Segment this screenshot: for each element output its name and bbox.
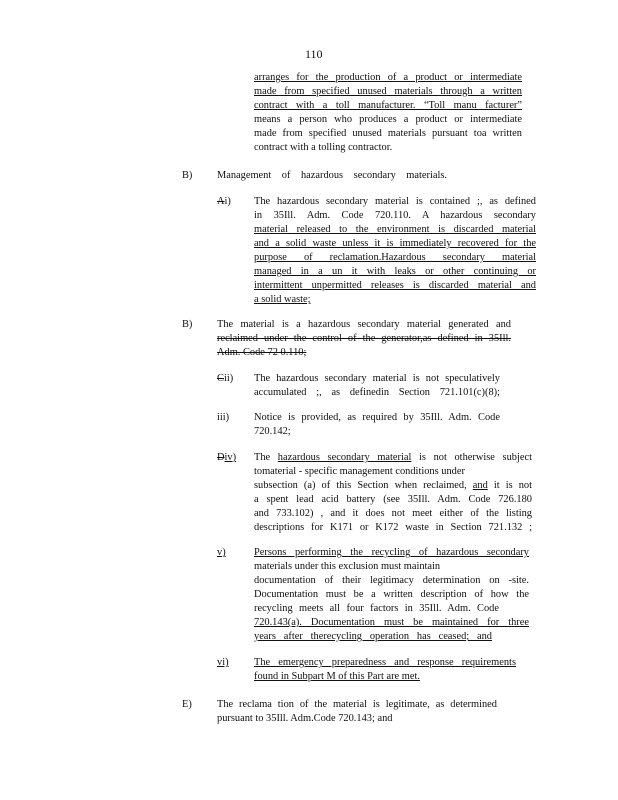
section-e-line: pursuant to 35Ill. Adm.Code 720.143; and (217, 713, 393, 724)
intro-paragraph (254, 71, 522, 155)
item-iii-line: 720.142; (254, 426, 291, 437)
item-d-label-struck: D (217, 452, 225, 463)
item-a-label-new: i) (224, 196, 231, 207)
item-v-line: documentation of their legitimacy determination on -site. (254, 575, 529, 586)
item-a-text (254, 195, 536, 307)
item-d-label (217, 451, 236, 465)
item-v-line: Persons performing the recycling of hazardous secondary (254, 547, 529, 558)
item-vi-line: found in Subpart M of this Part are met. (254, 671, 420, 682)
item-a-line: The hazardous secondary material is contained ;, as defined (254, 196, 536, 207)
intro-line: contract with a toll manufacturer. “Toll manu facturer” (254, 100, 522, 111)
item-iii-label: iii) (217, 412, 230, 423)
item-c-text (254, 372, 500, 400)
item-c-label-struck: C (217, 373, 224, 384)
section-e-text (217, 698, 497, 726)
item-vi-label: vi) (217, 657, 229, 668)
section-b2-text (217, 318, 511, 360)
item-iii-line: Notice is provided, as required by 35Ill. Adm. Code (254, 412, 500, 423)
item-a-line: intermittent unpermitted releases is discarded material and (254, 280, 536, 291)
item-v-line: years after therecycling operation has ceased; and (254, 631, 492, 642)
intro-line: made from specified unused materials through a written (254, 86, 522, 97)
item-d-line: The hazardous secondary material is not otherwise subject (254, 452, 532, 463)
section-b2-line: reclaimed under the control of the generator,as defined in 35Ill. (217, 333, 511, 344)
item-iii-text (254, 411, 500, 439)
section-e-label: E) (182, 699, 192, 710)
item-a-line: and a solid waste unless it is immediately recovered for the (254, 238, 536, 249)
item-v-line: recycling meets all four factors in 35Ill. Adm. Code (254, 603, 499, 614)
intro-line: arranges for the production of a product or intermediate (254, 72, 522, 83)
item-c-line: accumulated ;, as definedin Section 721.101(c)(8); (254, 387, 500, 398)
section-e-line: The reclama tion of the material is legitimate, as determined (217, 699, 497, 710)
item-d-line: subsection (a) of this Section when reclaimed, and it is not (254, 480, 532, 491)
item-d-line: descriptions for K171 or K172 waste in Section 721.132 ; (254, 522, 532, 533)
item-d-line: tomaterial - specific management conditions under (254, 466, 465, 477)
item-a-line: managed in a un it with leaks or other continuing or (254, 266, 536, 277)
item-v-text (254, 546, 529, 644)
item-v-label: v) (217, 547, 226, 558)
section-b2-label: B) (182, 319, 193, 330)
intro-line: means a person who produces a product or intermediate (254, 114, 522, 125)
section-b2-line: The material is a hazardous secondary material generated and (217, 319, 511, 330)
section-b2-line: Adm. Code 72 0.110; (217, 347, 307, 358)
item-v-line: materials under this exclusion must maintain (254, 561, 441, 572)
intro-line: made from specified unused materials pursuant toa written (254, 128, 522, 139)
item-a-label-struck: A (217, 196, 225, 207)
section-b1-label: B) (182, 170, 193, 181)
item-d-label-new: iv) (224, 452, 237, 463)
item-c-label-new: ii) (223, 373, 234, 384)
item-vi-line: The emergency preparedness and response requirements (254, 657, 516, 668)
item-a-label (217, 195, 231, 209)
item-d-line: a spent lead acid battery (see 35Ill. Adm. Code 726.180 (254, 494, 532, 505)
item-a-line: a solid waste; (254, 294, 311, 305)
intro-line: contract with a tolling contractor. (254, 142, 393, 153)
item-a-line: in 35Ill. Adm. Code 720.110. A hazardous secondary (254, 210, 536, 221)
item-c-line: The hazardous secondary material is not speculatively (254, 373, 500, 384)
item-vi-text (254, 656, 516, 684)
item-d-line: and 733.102) , and it does not meet either of the listing (254, 508, 532, 519)
item-c-label (217, 372, 233, 386)
item-a-line: purpose of reclamation.Hazardous secondary material (254, 252, 536, 263)
item-d-text (254, 451, 532, 535)
page-number: 110 (305, 47, 323, 61)
item-v-line: Documentation must be a written description of how the (254, 589, 529, 600)
section-b1-title-block (217, 169, 447, 183)
item-v-line: 720.143(a). Documentation must be maintained for three (254, 617, 529, 628)
item-a-line: material released to the environment is discarded material (254, 224, 536, 235)
section-b1-title: Management of hazardous secondary materials. (217, 170, 447, 181)
